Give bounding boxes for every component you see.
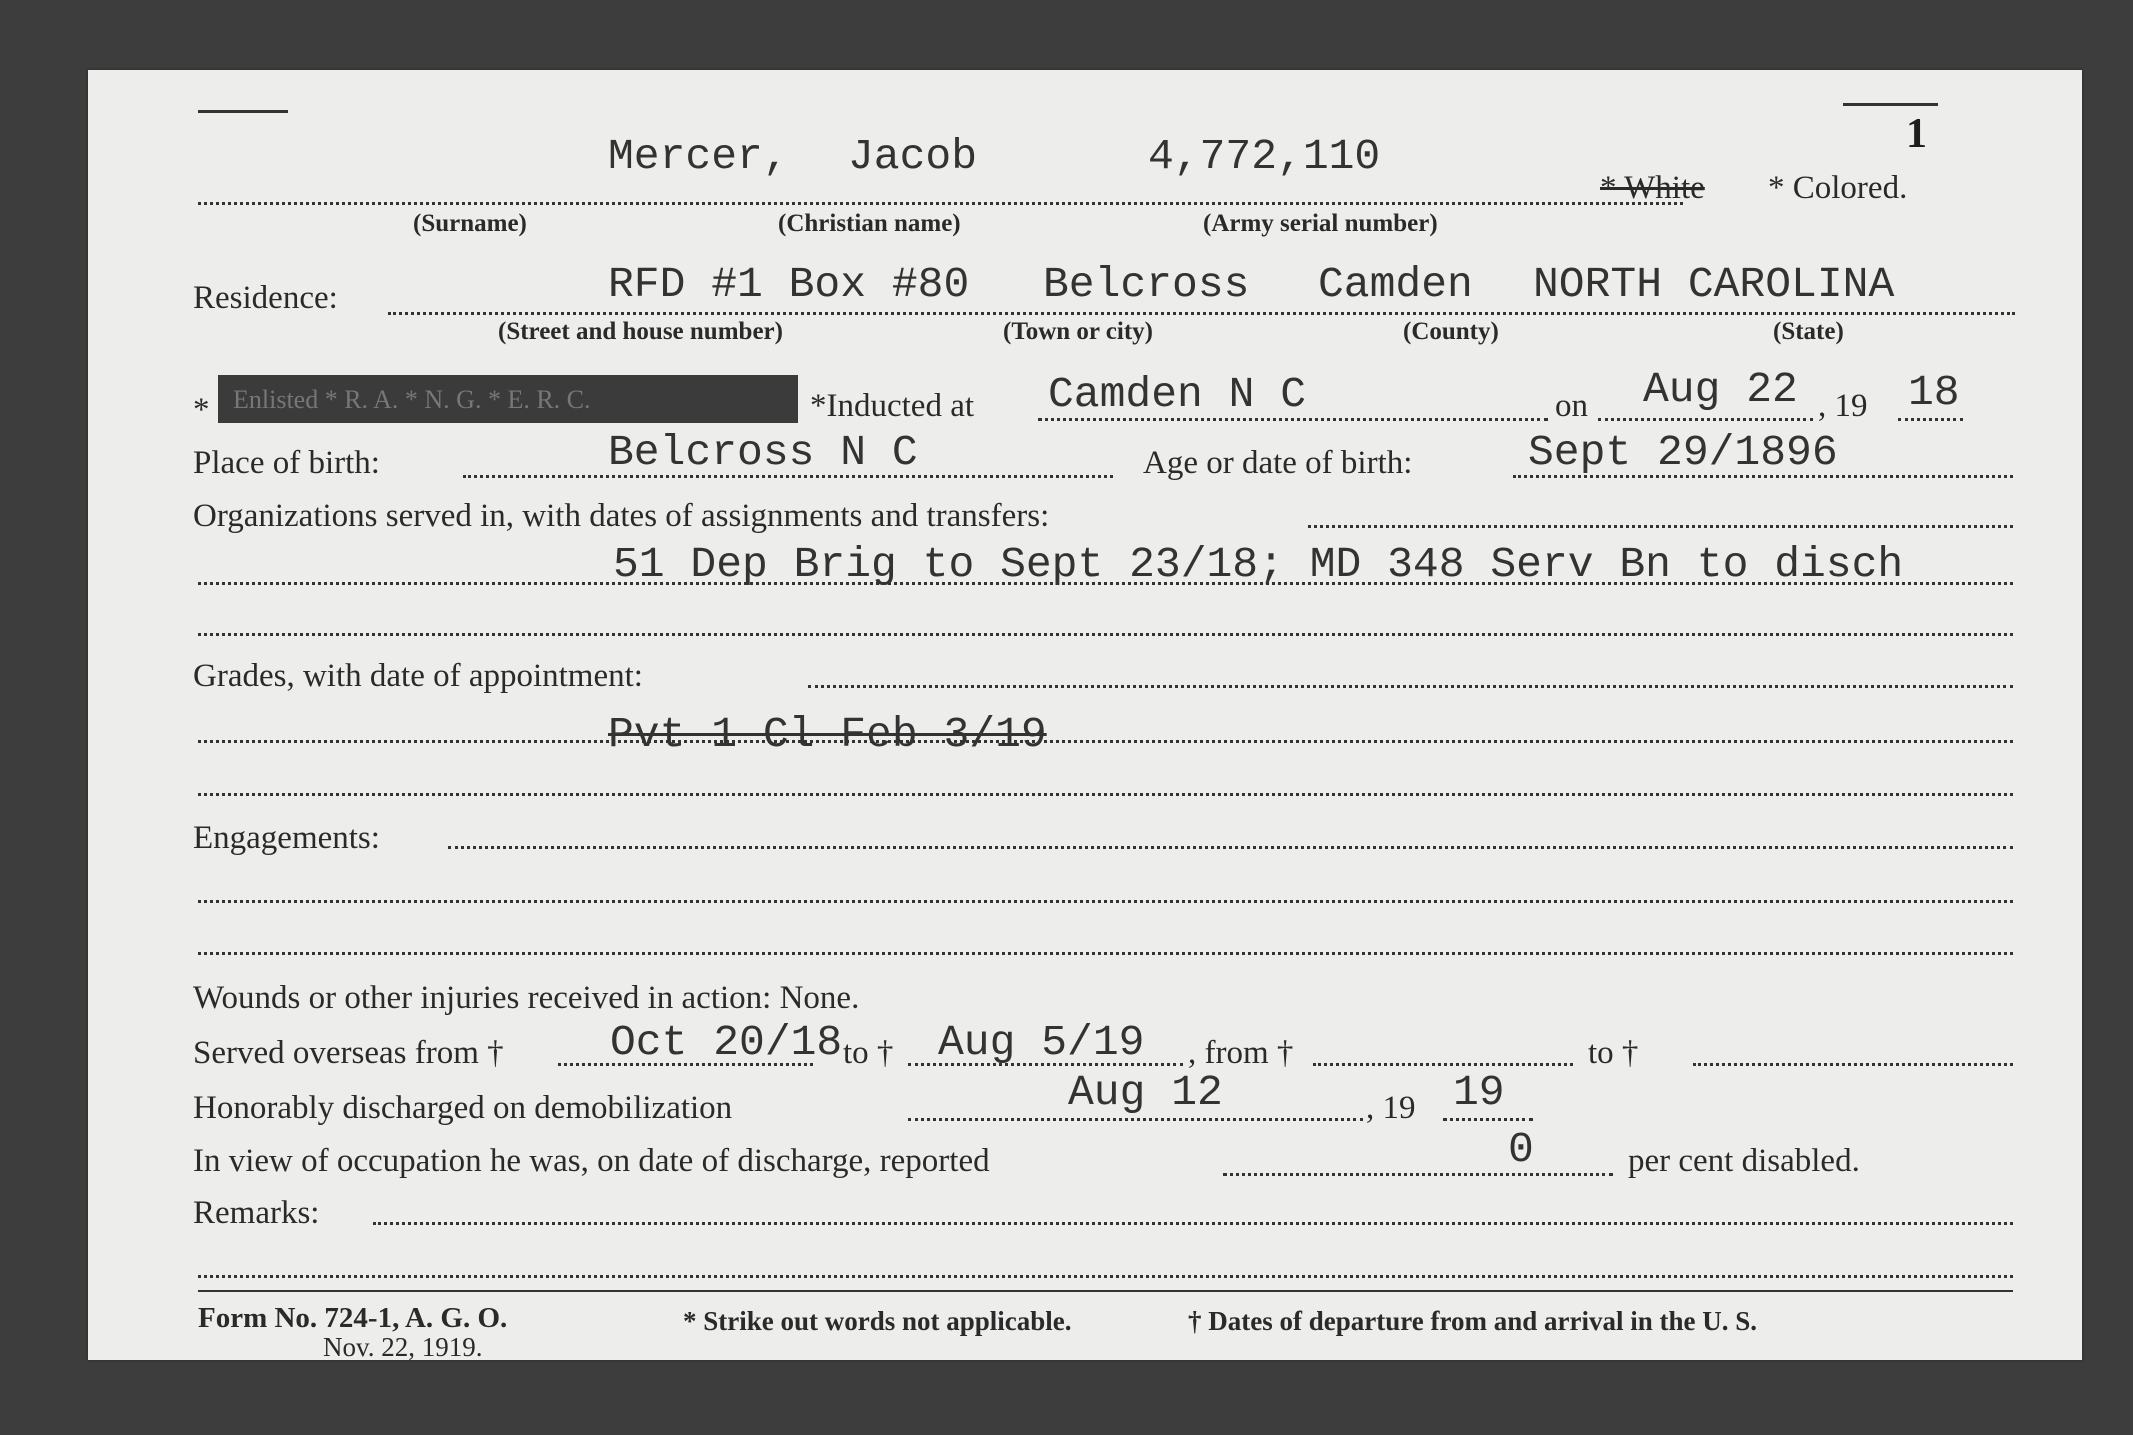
state-label: (State) [1773,318,1844,345]
inducted-year-value: 18 [1908,368,1960,417]
grades-line-3 [198,793,2013,796]
race-white: * White [1600,170,1705,206]
organizations-value: 51 Dep Brig to Sept 23/18; MD 348 Serv Bn to disch [613,540,1904,589]
county-value: Camden [1318,260,1473,309]
residence-label: Residence: [193,280,338,316]
christian-name-label: (Christian name) [778,210,961,237]
organizations-line-2 [198,582,2013,585]
overseas-to2-label: to † [1588,1035,1639,1071]
birth-date-label: Age or date of birth: [1143,445,1413,481]
overseas-from2-line [1313,1063,1573,1066]
surname-label: (Surname) [413,210,527,237]
overseas-from-line [558,1063,813,1066]
grades-value: Pvt 1 Cl Feb 3/19 [608,710,1047,759]
discharge-date-line [908,1118,1363,1121]
service-record-card [88,70,2082,1360]
birth-date-line [1513,475,2013,478]
surname-value: Mercer, [608,132,789,181]
residence-line [388,312,2015,315]
serial-number-label: (Army serial number) [1203,210,1438,237]
discharge-year-value: 19 [1453,1068,1505,1117]
enlisted-redaction: Enlisted * R. A. * N. G. * E. R. C. [218,375,798,423]
organizations-line-1 [1308,525,2013,528]
discharge-year-prefix: , 19 [1366,1090,1416,1126]
town-label: (Town or city) [1003,318,1153,345]
organizations-label: Organizations served in, with dates of assignments and transfers: [193,498,1050,534]
street-value: RFD #1 Box #80 [608,260,970,309]
birth-date-value: Sept 29/1896 [1528,428,1838,477]
overseas-from-value: Oct 20/18 [610,1018,843,1067]
grades-line-2 [198,740,2013,743]
overseas-to-label: to † [843,1035,894,1071]
inducted-place-value: Camden N C [1048,370,1307,419]
inducted-line [1038,418,1548,421]
form-date: Nov. 22, 1919. [323,1332,483,1362]
discharge-year-line [1443,1118,1533,1121]
discharge-label: Honorably discharged on demobilization [193,1090,733,1126]
remarks-label: Remarks: [193,1195,320,1231]
overseas-from2-label: , from † [1188,1035,1294,1071]
footer-rule [198,1290,2013,1292]
strike-note: * Strike out words not applicable. [683,1306,1072,1336]
discharge-date-value: Aug 12 [1068,1068,1223,1117]
inducted-year-line [1898,418,1963,421]
corner-dash-right [1843,103,1938,106]
christian-name-value: Jacob [848,132,978,181]
serial-number-value: 4,772,110 [1148,132,1381,181]
birth-place-value: Belcross N C [608,428,918,477]
dates-note: † Dates of departure from and arrival in the U. S. [1188,1306,1757,1336]
remarks-line-1 [373,1222,2013,1225]
birth-place-label: Place of birth: [193,445,380,481]
engagements-line-3 [198,952,2013,955]
overseas-label: Served overseas from † [193,1035,504,1071]
overseas-to-value: Aug 5/19 [938,1018,1145,1067]
corner-dash [198,110,288,113]
inducted-date-value: Aug 22 [1643,365,1798,414]
wounds-label: Wounds or other injuries received in action: None. [193,980,860,1016]
grades-line-1 [808,685,2013,688]
name-line [198,202,1683,205]
disability-value: 0 [1508,1125,1534,1174]
street-label: (Street and house number) [498,318,783,345]
card-number: 1 [1906,111,1927,157]
organizations-line-3 [198,633,2013,636]
disability-suffix: per cent disabled. [1628,1143,1860,1179]
disability-line [1223,1173,1613,1176]
overseas-to2-line [1693,1063,2013,1066]
remarks-line-2 [198,1275,2013,1278]
disability-label: In view of occupation he was, on date of discharge, reported [193,1143,990,1179]
engagements-label: Engagements: [193,820,380,856]
form-number: Form No. 724-1, A. G. O. [198,1302,508,1334]
engagements-line-2 [198,900,2013,903]
inducted-year-prefix: , 19 [1818,388,1868,424]
race-colored: * Colored. [1768,170,1908,206]
inducted-on-label: on [1555,388,1588,424]
state-value: NORTH CAROLINA [1533,260,1895,309]
induction-star: * [193,392,210,428]
birth-place-line [463,475,1113,478]
county-label: (County) [1403,318,1499,345]
inducted-date-line [1598,418,1813,421]
inducted-label: *Inducted at [810,388,975,424]
overseas-to-line [908,1063,1183,1066]
town-value: Belcross [1043,260,1250,309]
grades-label: Grades, with date of appointment: [193,658,643,694]
engagements-line-1 [448,846,2013,849]
